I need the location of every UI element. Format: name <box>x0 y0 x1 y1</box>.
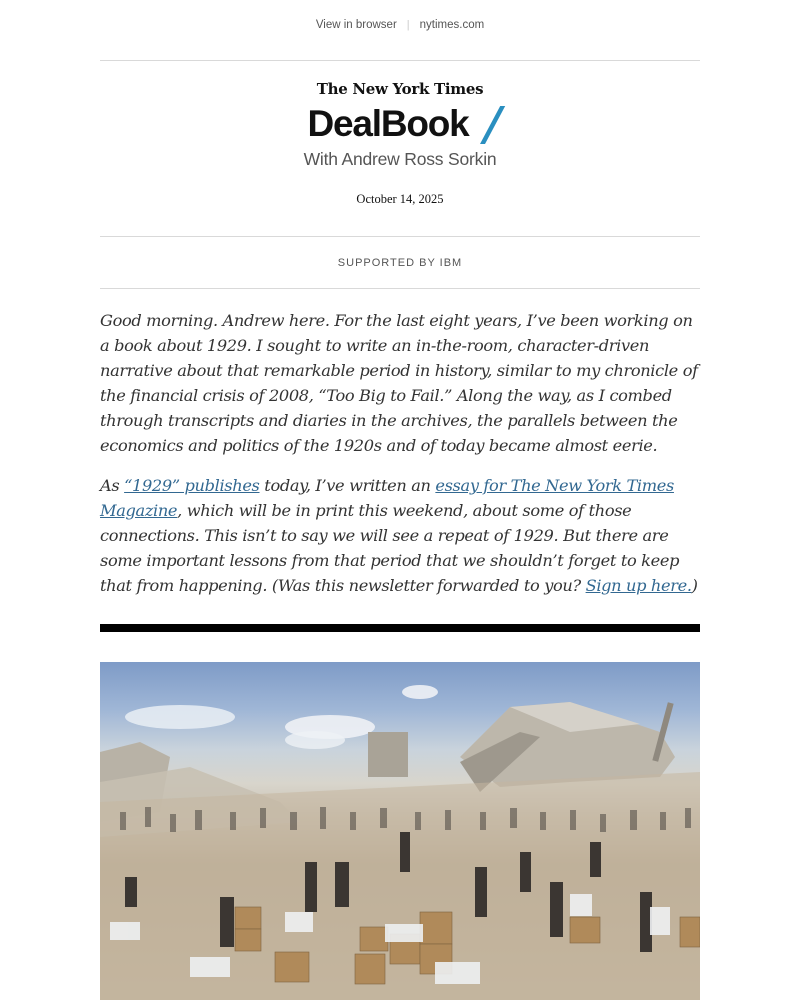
lead-photo[interactable] <box>100 662 700 1000</box>
intro-paragraph-1: Good morning. Andrew here. For the last eight years, I’ve been working on a book about 1929. I sought to write an in-the-room, character-driven narrative about that remarkable period in history, similar to my chronicle of the financial crisis of 2008, “Too Big to Fail.” Along the way, as I combed through transcripts and diaries in the archives, the parallels between the economics and politics of the 1920s and of today became almost eerie. <box>100 311 698 455</box>
nyt-logo[interactable]: The New York Times <box>316 80 484 98</box>
building <box>368 732 408 777</box>
separator: | <box>406 19 410 31</box>
nytimes-link[interactable]: nytimes.com <box>419 19 485 31</box>
section-divider <box>100 624 700 632</box>
dealbook-wordmark: DealBook <box>307 103 469 144</box>
top-bar <box>0 0 800 50</box>
photo-illustration <box>100 662 700 1000</box>
byline: With Andrew Ross Sorkin <box>303 149 497 169</box>
cloud <box>285 731 345 749</box>
intro-paragraph-2 <box>100 473 704 598</box>
slash-icon <box>471 104 493 144</box>
divider <box>100 60 700 61</box>
text-segment: , which will be in print this weekend, about some of those connections. This isn’t to say we will see a repeat of 1929. But there are some important lessons from that period that we shouldn’t forget to keep that from happening. (Was this newsletter forwarded to you? <box>100 501 680 595</box>
cloud <box>125 705 235 729</box>
cloud <box>402 685 438 699</box>
sign-up-link[interactable]: Sign up here. <box>585 576 692 595</box>
intro-text <box>100 308 704 613</box>
masthead <box>100 78 700 207</box>
text-segment: today, I’ve written an <box>259 476 436 495</box>
book-link[interactable]: “1929” publishes <box>124 476 260 495</box>
dealbook-logo[interactable] <box>307 102 492 144</box>
essay-link[interactable]: essay for The New York Times Magazine <box>100 476 674 520</box>
sponsor-label: SUPPORTED BY IBM <box>337 256 463 269</box>
issue-date: October 14, 2025 <box>356 192 444 206</box>
view-in-browser-link[interactable]: View in browser <box>315 19 397 31</box>
divider <box>100 288 700 289</box>
text-segment: As <box>100 476 125 495</box>
text-segment: ) <box>691 576 698 595</box>
